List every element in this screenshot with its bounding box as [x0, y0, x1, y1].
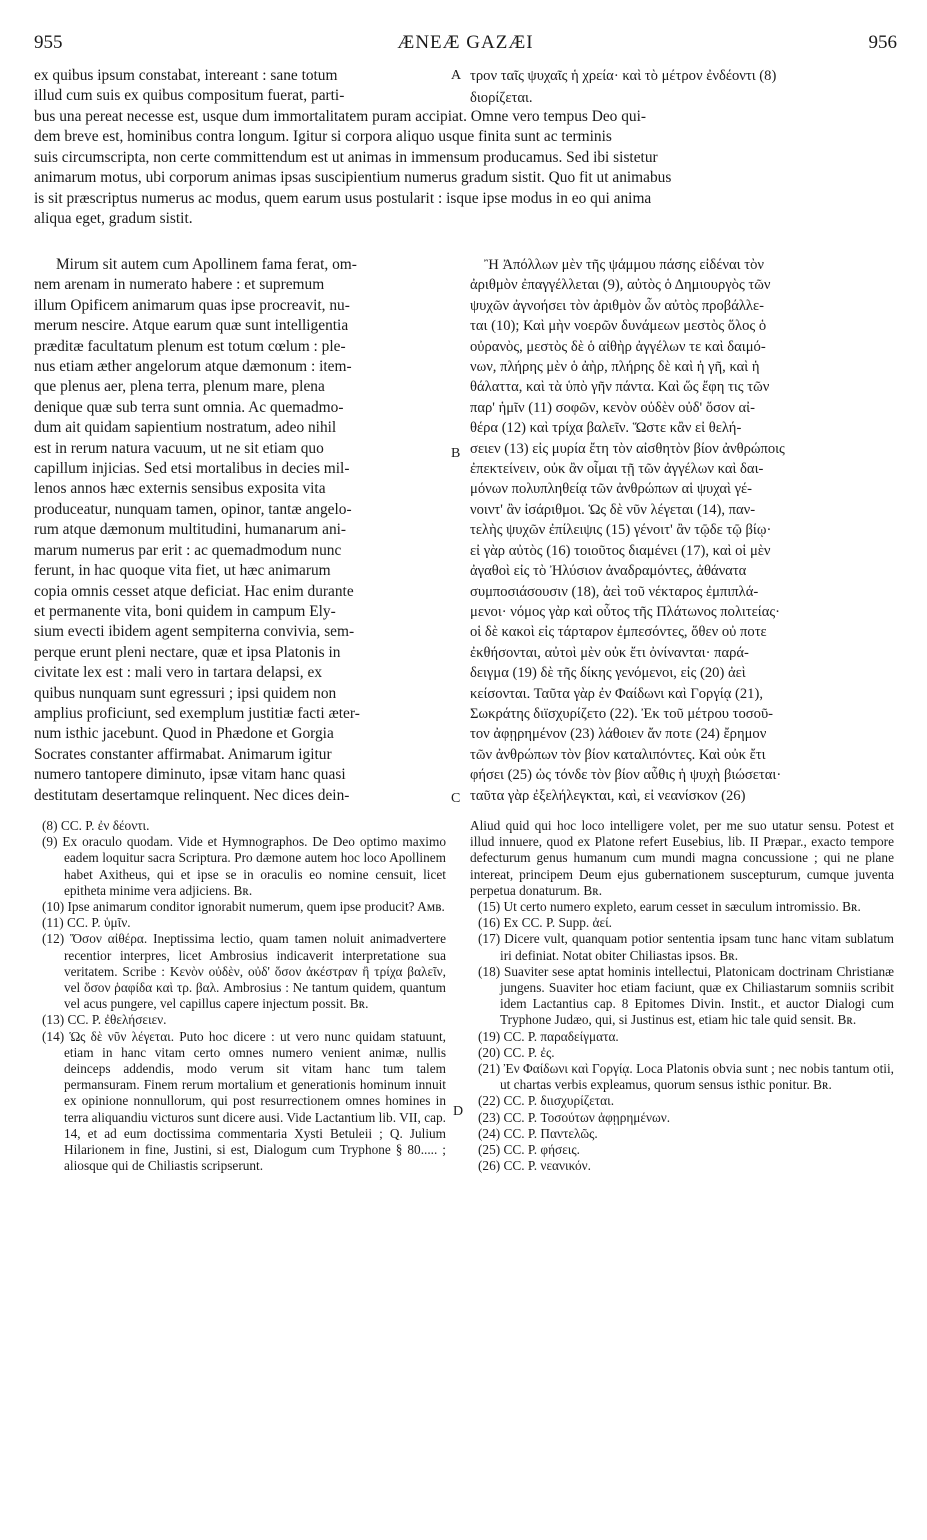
footnote: (22) CC. P. διισχυρίζεται.: [478, 1093, 615, 1109]
text-line: præditæ facultatum plenum est totum cœlum : ple-: [34, 337, 346, 355]
footnote: (17) Dicere vult, quanquam potior sententia ipsam tunc hanc vitam sublatum iri definiat. Notat obiter Chiliastas ipsos. Bʀ.: [478, 931, 894, 963]
footnote: (9) Ex oraculo quodam. Vide et Hymnographos. De Deo optimo maximo eadem loquitur sacra Scriptura. Pro dæmone autem hoc loco Apollinem habet Axitheus, qui et ipse se in oraculis eo nomine censuit, licet epitheta minime vera adjiciens. Bʀ.: [42, 834, 446, 898]
text-line: κείσονται. Ταῦτα γὰρ ἐν Φαίδωνι καὶ Γοργίᾳ (21),: [470, 685, 763, 702]
text-line: ται (10); Καὶ μὴν νοερῶν δυνάμεων μεστὸς ὅλος ὁ: [470, 318, 767, 335]
footnote: (14) Ὡς δὲ νῦν λέγεται. Puto hoc dicere : ut vero nunc quidam statuunt, etiam in hanc vitam certo omnes numero venient animæ, nullis deinceps addendis, modo verum sit vitam hanc tum talem permansuram. Finem rerum mortalium et generationis hominum innuit ex opinione nonnullorum, qui post resurrectionem omnes homines in terra aliquandiu victuros sunt dicere ausi. Vide Lactantium lib. VII, cap. 14, et ad eum doctissima commentaria Xysti Betuleii ; Q. Julium Hilarionem in fine, Justini, si est, Dialogum cum Tryphone § 80..... ; aliosque qui de Chiliastis scripserunt.: [42, 1028, 446, 1174]
text-line: τῶν ἀνθρώπων τὸν βίον καταλιπόντες. Καὶ οὐκ ἔτι: [470, 746, 766, 763]
text-line: ἐπεκτείνειν, οὐκ ἂν οἶμαι τῇ τῶν ἀγγέλων καὶ δαι-: [470, 461, 764, 478]
text-line: num isthic jacebunt. Quod in Phædone et Gorgia: [34, 725, 334, 743]
text-line: quibus nunquam sunt egressuri ; ipsi quidem non: [34, 684, 337, 702]
footnotes-left: [34, 818, 446, 1174]
text-line: civitate lex est : mali vero in tartara delapsi, ex: [34, 664, 323, 682]
text-line: produceatur, nunquam tamen, opinor, tantæ angelo-: [34, 500, 352, 518]
text-line: παρ' ἡμῖν (11) σοφῶν, κενὸν οὐδὲν οὐδ' ὅσον αἰ-: [470, 399, 755, 416]
text-line: animarum motus, ubi corporum animas ipsas suscipientium numerus gradum sistit. Quo fit ut animabus: [34, 169, 672, 187]
text-line: νων, πλήρης μὲν ὁ ἀὴρ, πλήρης δὲ καὶ ἡ γῆ, καὶ ἡ: [470, 359, 760, 376]
left-page-number: 955: [34, 32, 63, 53]
text-line: ψυχῶν ἀγνοήσει τὸν ἀριθμὸν ὧν αὐτὸς προβάλλε-: [470, 297, 764, 314]
text-line: numero tantopere diminuto, ipsæ vitam hanc quasi: [34, 766, 346, 784]
text-line: θέρα (12) καὶ τρίχα βαλεῖν. Ὥστε κἂν εἰ θελή-: [470, 420, 742, 437]
text-line: illud cum suis ex quibus compositum fuerat, parti-: [34, 87, 345, 105]
text-line: ferunt, in hac quoque vita fiet, ut hæc animarum: [34, 562, 331, 580]
footnote: (13) CC. P. ἐθελήσειεν.: [42, 1012, 167, 1028]
margin-letter-c: C: [451, 791, 461, 806]
greek-top-right: [470, 66, 894, 109]
latin-top-full: [34, 107, 894, 229]
text-line: τελὴς ψυχῶν ἐπίλειψις (15) γένοιτ' ἂν τῷδε τῷ βίῳ·: [470, 522, 772, 539]
footnote: (11) CC. P. ὑμῖν.: [42, 915, 131, 931]
text-line: dum ait quidam sapientium nostratum, adeo nihil: [34, 419, 337, 437]
text-line: denique quæ sub terra sunt omnia. Ac quemadmo-: [34, 398, 344, 416]
text-line: illum Opificem animarum quas ipse procreavit, nu-: [34, 296, 350, 314]
footnote: Aliud quid qui hoc loco intelligere volet, per me suo utatur sensu. Potest et illud innuere, quod ex Platone refert Eusebius, lib. II Præpar., exacto tempore defecturum genus humanum cum mundi magna concussione ; qui ne plane intereat, principem Deum ejus gubernationem suscepturum, cumque juventa perpetua donaturum. Bʀ.: [470, 818, 894, 898]
text-line: μόνων πολυπληθείᾳ τῶν ἀνθρώπων αἱ ψυχαὶ γέ-: [470, 481, 753, 498]
text-line: que plenus aer, plena terra, plenum mare, plena: [34, 378, 325, 396]
footnote: (19) CC. P. παραδείγματα.: [478, 1028, 619, 1044]
footnote: (12) Ὅσον αἰθέρα. Ineptissima lectio, quam tamen noluit animadvertere recentior interpres, licet Ambrosius indicaverit interpretatione sua veritatem. Scribe : Κενὸν οὐδὲν, οὐδ' ὅσον ἀκέστραν ἢ τρίχα βαλεῖν, vel ὅσον ῥαφίδα καὶ τρ. βαλ. Ambrosius : Ne tantum quidem, quantum vel acus pungere, vel capillus capere injectum possit. Bʀ.: [42, 931, 446, 1012]
text-line: Ἢ Ἀπόλλων μὲν τῆς ψάμμου πάσης εἰδέναι τὸν: [484, 257, 764, 273]
text-line: νοιντ' ἂν ἰσάριθμοι. Ὡς δὲ νῦν λέγεται (14), παν-: [470, 501, 756, 518]
text-line: φήσει (25) ὡς τόνδε τὸν βίον αὖθις ἡ ψυχὴ βιώσεται·: [470, 767, 782, 784]
text-line: ex quibus ipsum constabat, intereant : sane totum: [34, 67, 338, 84]
margin-letter-d: D: [453, 1104, 464, 1119]
text-line: dem breve est, hominibus contra longum. Igitur si corpora aliquo usque finita sunt ac terminis: [34, 128, 612, 146]
footnote: (26) CC. P. νεανικόν.: [478, 1158, 591, 1174]
footnote: (16) Ex CC. P. Supp. ἀεί.: [478, 915, 612, 931]
text-line: ἀριθμὸν ἐπαγγέλλεται (9), αὐτὸς ὁ Δημιουργὸς τῶν: [470, 277, 771, 294]
text-line: οἱ δὲ κακοὶ εἰς τάρταρον ἐμπεσόντες, ὅθεν οὐ ποτε: [470, 624, 767, 641]
footnote: (25) CC. P. φήσεις.: [478, 1142, 580, 1158]
text-line: merum nescire. Atque earum quæ sunt intelligentia: [34, 317, 349, 335]
text-line: διορίζεται.: [470, 89, 533, 106]
greek-main-column: [470, 255, 894, 806]
text-line: σειεν (13) εἰς μυρία ἔτη τὸν αἰσθητὸν βίον ἀνθρώποις: [470, 440, 785, 457]
text-line: θάλαττα, καὶ τὰ ὑπὸ γῆν πάντα. Καὶ ὥς ἔφη τις τῶν: [470, 379, 770, 396]
text-line: is sit præscriptus numerus ac modus, quem earum usus postularit : isque ipse modus in eo qui anima: [34, 189, 652, 207]
right-page-number: 956: [868, 32, 897, 53]
text-line: est in rerum natura vacuum, ut ne sit etiam quo: [34, 439, 324, 457]
text-line: copia omnis cesset atque deficiat. Hac enim durante: [34, 582, 354, 600]
footnote: (20) CC. P. ἐς.: [478, 1044, 555, 1060]
text-line: οὐρανὸς, μεστὸς δὲ ὁ αἰθὴρ ἀγγέλων τε καὶ δαιμό-: [470, 338, 766, 355]
text-line: bus una pereat necesse est, usque dum immortalitatem puram accipiat. Omne vero tempus Deo qui-: [34, 108, 647, 125]
margin-letter-a: A: [451, 68, 462, 83]
running-header: [34, 32, 897, 58]
text-line: Σωκράτης διϊσχυρίζετο (22). Ἐκ τοῦ μέτρου τοσοῦ-: [470, 705, 774, 722]
footnote: (23) CC. P. Τοσούτων ἀφῃρημένων.: [478, 1109, 671, 1125]
text-line: συμποσιάσουσιν (18), ἀεὶ τοῦ νέκταρος ἐμπιπλά-: [470, 583, 759, 600]
footnotes-right: [470, 818, 894, 1174]
text-line: capillum injicias. Sed etsi mortalibus in decies mil-: [34, 460, 350, 478]
text-line: rum atque dæmonum multitudini, humanarum ani-: [34, 521, 347, 539]
footnote: (15) Ut certo numero expleto, earum cesset in sæculum intromissio. Bʀ.: [478, 899, 861, 915]
text-line: δειγμα (19) δὲ τῆς δίκης γενόμενοι, εἰς (20) ἀεὶ: [470, 665, 746, 682]
text-line: destitutam desertamque relinquent. Nec dices dein-: [34, 786, 350, 804]
text-line: Socrates constanter affirmabat. Animarum igitur: [34, 745, 332, 763]
footnote: (10) Ipse animarum conditor ignorabit numerum, quem ipse producit? Aᴍʙ.: [42, 899, 445, 915]
text-line: lenos annos hæc externis sensibus exposita vita: [34, 480, 326, 498]
text-line: Mirum sit autem cum Apollinem fama ferat, om-: [56, 256, 357, 273]
text-line: τον ἀφῃρημένον (23) λάθοιεν ἄν ποτε (24) ἔρημον: [470, 726, 767, 743]
text-line: sium evecti ibidem agent sempiterna convivia, sem-: [34, 623, 355, 641]
text-line: perque erunt pleni nectare, quæ et ipsa Platonis in: [34, 643, 341, 661]
footnote: (18) Suaviter sese aptat hominis intellectui, Platonicam doctrinam Christianæ jungens. Suaviter hoc etiam faciunt, quæ ex Chiliastarum somniis scribit idem Lactantius cap. 8 Epitomes Divin. Instit., et auctor Dialogi cum Tryphone Judæo, qui, si Justinus est, etiam hic tale quid sensit. Bʀ.: [478, 963, 894, 1028]
footnote: (8) CC. P. ἐν δέοντι.: [42, 818, 150, 833]
text-line: amplius proficiunt, sed exemplum justitiæ facti æter-: [34, 704, 360, 722]
text-line: ἀγαθοὶ εἰς τὸ Ἠλύσιον ἀναδραμόντες, ἀθάνατα: [470, 563, 747, 580]
text-line: aliqua eget, gradum sistit.: [34, 210, 193, 228]
latin-main-column: [34, 255, 446, 806]
text-line: nus etiam æther angelorum atque dæmonum : item-: [34, 358, 352, 376]
text-line: μενοι· νόμος γὰρ καὶ οὗτος τῆς Πλάτωνος πολιτείας·: [470, 603, 780, 620]
text-line: τρον ταῖς ψυχαῖς ἡ χρεία· καὶ τὸ μέτρον ἐνδέοντι (8): [470, 68, 777, 84]
margin-letter-b: B: [451, 446, 461, 461]
footnote: (21) Ἐν Φαίδωνι καὶ Γοργίᾳ. Loca Platonis obvia sunt ; nec nobis tantum otii, ut chartas verbis expleamus, quorum sensus isthic ponitur. Bʀ.: [478, 1061, 894, 1093]
text-line: marum numerus par erit : ac quemadmodum nunc: [34, 541, 342, 559]
footnote: (24) CC. P. Παντελῶς.: [478, 1125, 598, 1141]
text-line: ἐκθήσονται, αὐτοὶ μὲν οὐκ ἔτι ὀνίνανται· παρά-: [470, 644, 749, 661]
running-title: ÆNEÆ GAZÆI: [397, 32, 534, 53]
text-line: εἰ γὰρ αὐτὸς (16) τοιοῦτος διαμένει (17), καὶ οἱ μὲν: [470, 542, 771, 559]
text-line: ταῦτα γὰρ ἐξελήλεγκται, καὶ, εἰ νεανίσκον (26): [470, 787, 746, 804]
latin-top-left: [34, 66, 446, 107]
text-line: et permanente vita, boni quidem in campum Ely-: [34, 602, 336, 620]
text-line: nem arenam in numerato habere : et supremum: [34, 276, 325, 294]
text-line: suis circumscripta, non certe committendum est ut animas in immensum producamus. Sed ibi sistetur: [34, 148, 658, 166]
